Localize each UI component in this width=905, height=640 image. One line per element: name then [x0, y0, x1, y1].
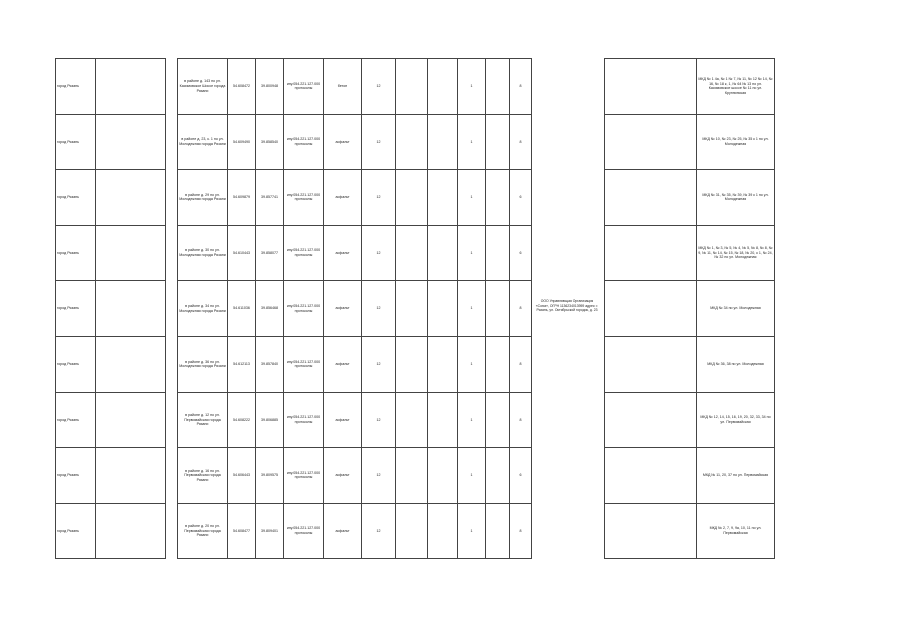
empty-cell: [486, 503, 510, 559]
volume-cell: 6: [510, 225, 532, 281]
table-row: [56, 392, 166, 448]
surface-cell: асфальт: [324, 225, 362, 281]
empty-cell: [605, 336, 697, 392]
empty-cell: [605, 448, 697, 504]
table-row: [605, 59, 775, 115]
number-cell: ипу.054.221.127.000 протоколы: [284, 281, 324, 337]
count-cell: 1: [458, 225, 486, 281]
address-cell: МКД № 1, № 3, № 5, № 4, № 5, № 8, № 8, № 9, № 11, № 14, № 15, № 18, № 20, к 1, № 24, № 32 по ул. Молодежная: [697, 225, 775, 281]
table-row: [56, 114, 166, 170]
site-table: [177, 58, 532, 559]
surface-cell: асфальт: [324, 503, 362, 559]
empty-cell: [396, 114, 428, 170]
empty-cell: [96, 281, 166, 337]
latitude-cell: 54.609879: [228, 170, 256, 226]
table-row: [56, 225, 166, 281]
city-cell: город Рязань: [56, 59, 96, 115]
number-cell: ипу.054.221.127.000 протоколы: [284, 448, 324, 504]
surface-cell: асфальт: [324, 336, 362, 392]
empty-cell: [605, 392, 697, 448]
address-cell: МКД № 11, 20, 37 по ул. Первомайская: [697, 448, 775, 504]
empty-cell: [486, 114, 510, 170]
empty-cell: [486, 392, 510, 448]
location-cell: в районе д. 29 по ул. Молодежная города Рязани: [178, 170, 228, 226]
empty-cell: [396, 503, 428, 559]
longitude-cell: 39.858540: [256, 114, 284, 170]
table-row: [56, 448, 166, 504]
city-cell: город Рязань: [56, 225, 96, 281]
table-row: [56, 336, 166, 392]
empty-cell: [96, 59, 166, 115]
city-cell: город Рязань: [56, 170, 96, 226]
count-cell: 1: [458, 281, 486, 337]
city-cell: город Рязань: [56, 281, 96, 337]
volume-cell: 6: [510, 448, 532, 504]
longitude-cell: 39.856468: [256, 281, 284, 337]
empty-cell: [396, 59, 428, 115]
empty-cell: [486, 59, 510, 115]
empty-cell: [96, 225, 166, 281]
location-cell: в районе д. 36 по ул. Молодежная города Рязани: [178, 336, 228, 392]
location-cell: в районе д. 143 по ул. Касимовское Шоссе города Рязани: [178, 59, 228, 115]
latitude-cell: 54.608477: [228, 503, 256, 559]
table-row: [605, 503, 775, 559]
address-table: [604, 58, 775, 559]
area-cell: 12: [362, 448, 396, 504]
city-cell: город Рязань: [56, 448, 96, 504]
empty-cell: [96, 503, 166, 559]
empty-cell: [605, 503, 697, 559]
table-row: [178, 392, 532, 448]
table-row: [178, 59, 532, 115]
empty-cell: [428, 170, 458, 226]
latitude-cell: 54.608472: [228, 59, 256, 115]
number-cell: ипу.054.221.127.000 протоколы: [284, 114, 324, 170]
city-cell: город Рязань: [56, 392, 96, 448]
empty-cell: [486, 170, 510, 226]
city-table: [55, 58, 166, 559]
latitude-cell: 54.611036: [228, 281, 256, 337]
table-row: [56, 281, 166, 337]
latitude-cell: 54.606443: [228, 448, 256, 504]
empty-cell: [605, 281, 697, 337]
empty-cell: [96, 114, 166, 170]
longitude-cell: 39.858077: [256, 225, 284, 281]
table-row: [56, 59, 166, 115]
empty-cell: [428, 114, 458, 170]
number-cell: ипу.054.221.127.000 протоколы: [284, 392, 324, 448]
volume-cell: 8: [510, 392, 532, 448]
empty-cell: [428, 336, 458, 392]
empty-cell: [428, 448, 458, 504]
surface-cell: асфальт: [324, 281, 362, 337]
empty-cell: [486, 281, 510, 337]
area-cell: 12: [362, 225, 396, 281]
table-row: [178, 503, 532, 559]
area-cell: 12: [362, 503, 396, 559]
table-row: [56, 503, 166, 559]
count-cell: 1: [458, 336, 486, 392]
volume-cell: 8: [510, 281, 532, 337]
area-cell: 12: [362, 281, 396, 337]
table-row: [56, 170, 166, 226]
location-cell: в районе д. 12 по ул. Первомайская города Рязани: [178, 392, 228, 448]
longitude-cell: 39.800948: [256, 59, 284, 115]
table-row: [605, 392, 775, 448]
empty-cell: [605, 170, 697, 226]
longitude-cell: 39.806885: [256, 392, 284, 448]
location-cell: в районе д. 20 по ул. Первомайская города Рязани: [178, 503, 228, 559]
table-row: [605, 281, 775, 337]
empty-cell: [396, 392, 428, 448]
area-cell: 12: [362, 170, 396, 226]
address-cell: МКД № 31, № 35, № 39, № 39 к 1 по ул. Молодежная: [697, 170, 775, 226]
volume-cell: 8: [510, 114, 532, 170]
empty-cell: [96, 336, 166, 392]
address-cell: МКД № 2, 7, 9, 9а, 10, 11 по ул. Первомайская: [697, 503, 775, 559]
empty-cell: [605, 59, 697, 115]
table-row: [178, 448, 532, 504]
empty-cell: [396, 225, 428, 281]
table-row: [178, 225, 532, 281]
empty-cell: [428, 59, 458, 115]
location-cell: в районе д. 23, к. 1 по ул. Молодежная города Рязани: [178, 114, 228, 170]
area-cell: 12: [362, 336, 396, 392]
empty-cell: [96, 170, 166, 226]
volume-cell: 8: [510, 59, 532, 115]
volume-cell: 8: [510, 336, 532, 392]
number-cell: ипу.054.221.127.000 протоколы: [284, 59, 324, 115]
surface-cell: асфальт: [324, 114, 362, 170]
management-company-text: ООО Управляющая Организация «Союз», ОГРН 1136234013959 адрес: г. Рязань, ул. Октябрьской городок, д. 23: [535, 299, 599, 313]
volume-cell: 6: [510, 170, 532, 226]
surface-cell: асфальт: [324, 170, 362, 226]
empty-cell: [96, 448, 166, 504]
count-cell: 1: [458, 392, 486, 448]
latitude-cell: 54.612113: [228, 336, 256, 392]
longitude-cell: 39.857741: [256, 170, 284, 226]
address-cell: МКД № 10, № 23, № 25, № 35 к 1 по ул. Молодежная: [697, 114, 775, 170]
address-cell: МКД № 34 по ул. Молодежная: [697, 281, 775, 337]
table-row: [605, 114, 775, 170]
count-cell: 1: [458, 170, 486, 226]
empty-cell: [96, 392, 166, 448]
count-cell: 1: [458, 59, 486, 115]
longitude-cell: 39.857840: [256, 336, 284, 392]
empty-cell: [396, 281, 428, 337]
empty-cell: [428, 281, 458, 337]
table-row: [605, 225, 775, 281]
surface-cell: асфальт: [324, 392, 362, 448]
latitude-cell: 54.608222: [228, 392, 256, 448]
table-row: [605, 448, 775, 504]
count-cell: 1: [458, 114, 486, 170]
table-row: [605, 170, 775, 226]
city-cell: город Рязань: [56, 503, 96, 559]
empty-cell: [486, 448, 510, 504]
area-cell: 12: [362, 114, 396, 170]
empty-cell: [428, 225, 458, 281]
area-cell: 12: [362, 59, 396, 115]
surface-cell: асфальт: [324, 448, 362, 504]
latitude-cell: 54.610443: [228, 225, 256, 281]
city-cell: город Рязань: [56, 336, 96, 392]
table-row: [605, 336, 775, 392]
location-cell: в районе д. 30 по ул. Молодежная города Рязани: [178, 225, 228, 281]
empty-cell: [396, 336, 428, 392]
number-cell: ипу.054.221.127.000 протоколы: [284, 503, 324, 559]
address-cell: МКД № 1 4а, № 1 № 7, № 11, № 12 № 14, № 16, № 18 к, 1, № 64 № 13 по ул. Касимовское шоссе № 11 по ул. Крупнинская: [697, 59, 775, 115]
empty-cell: [486, 336, 510, 392]
surface-cell: бетон: [324, 59, 362, 115]
location-cell: в районе д. 34 по ул. Молодежная города Рязани: [178, 281, 228, 337]
empty-cell: [396, 170, 428, 226]
empty-cell: [428, 392, 458, 448]
count-cell: 1: [458, 448, 486, 504]
empty-cell: [605, 114, 697, 170]
address-cell: МКД № 36, 38 по ул. Молодежная: [697, 336, 775, 392]
city-cell: город Рязань: [56, 114, 96, 170]
table-row: [178, 336, 532, 392]
area-cell: 12: [362, 392, 396, 448]
table-row: [178, 281, 532, 337]
table-row: [178, 114, 532, 170]
empty-cell: [486, 225, 510, 281]
volume-cell: 8: [510, 503, 532, 559]
longitude-cell: 39.809575: [256, 448, 284, 504]
empty-cell: [428, 503, 458, 559]
latitude-cell: 54.609490: [228, 114, 256, 170]
address-cell: МКД № 12, 14, 15, 16, 19, 20, 32, 33, 34 по ул. Первомайская: [697, 392, 775, 448]
location-cell: в районе д. 16 по ул. Первомайская города Рязани: [178, 448, 228, 504]
longitude-cell: 39.809401: [256, 503, 284, 559]
table-row: [178, 170, 532, 226]
number-cell: ипу.054.221.127.000 протоколы: [284, 170, 324, 226]
count-cell: 1: [458, 503, 486, 559]
empty-cell: [605, 225, 697, 281]
number-cell: ипу.054.221.127.000 протоколы: [284, 225, 324, 281]
empty-cell: [396, 448, 428, 504]
number-cell: ипу.054.221.127.000 протоколы: [284, 336, 324, 392]
